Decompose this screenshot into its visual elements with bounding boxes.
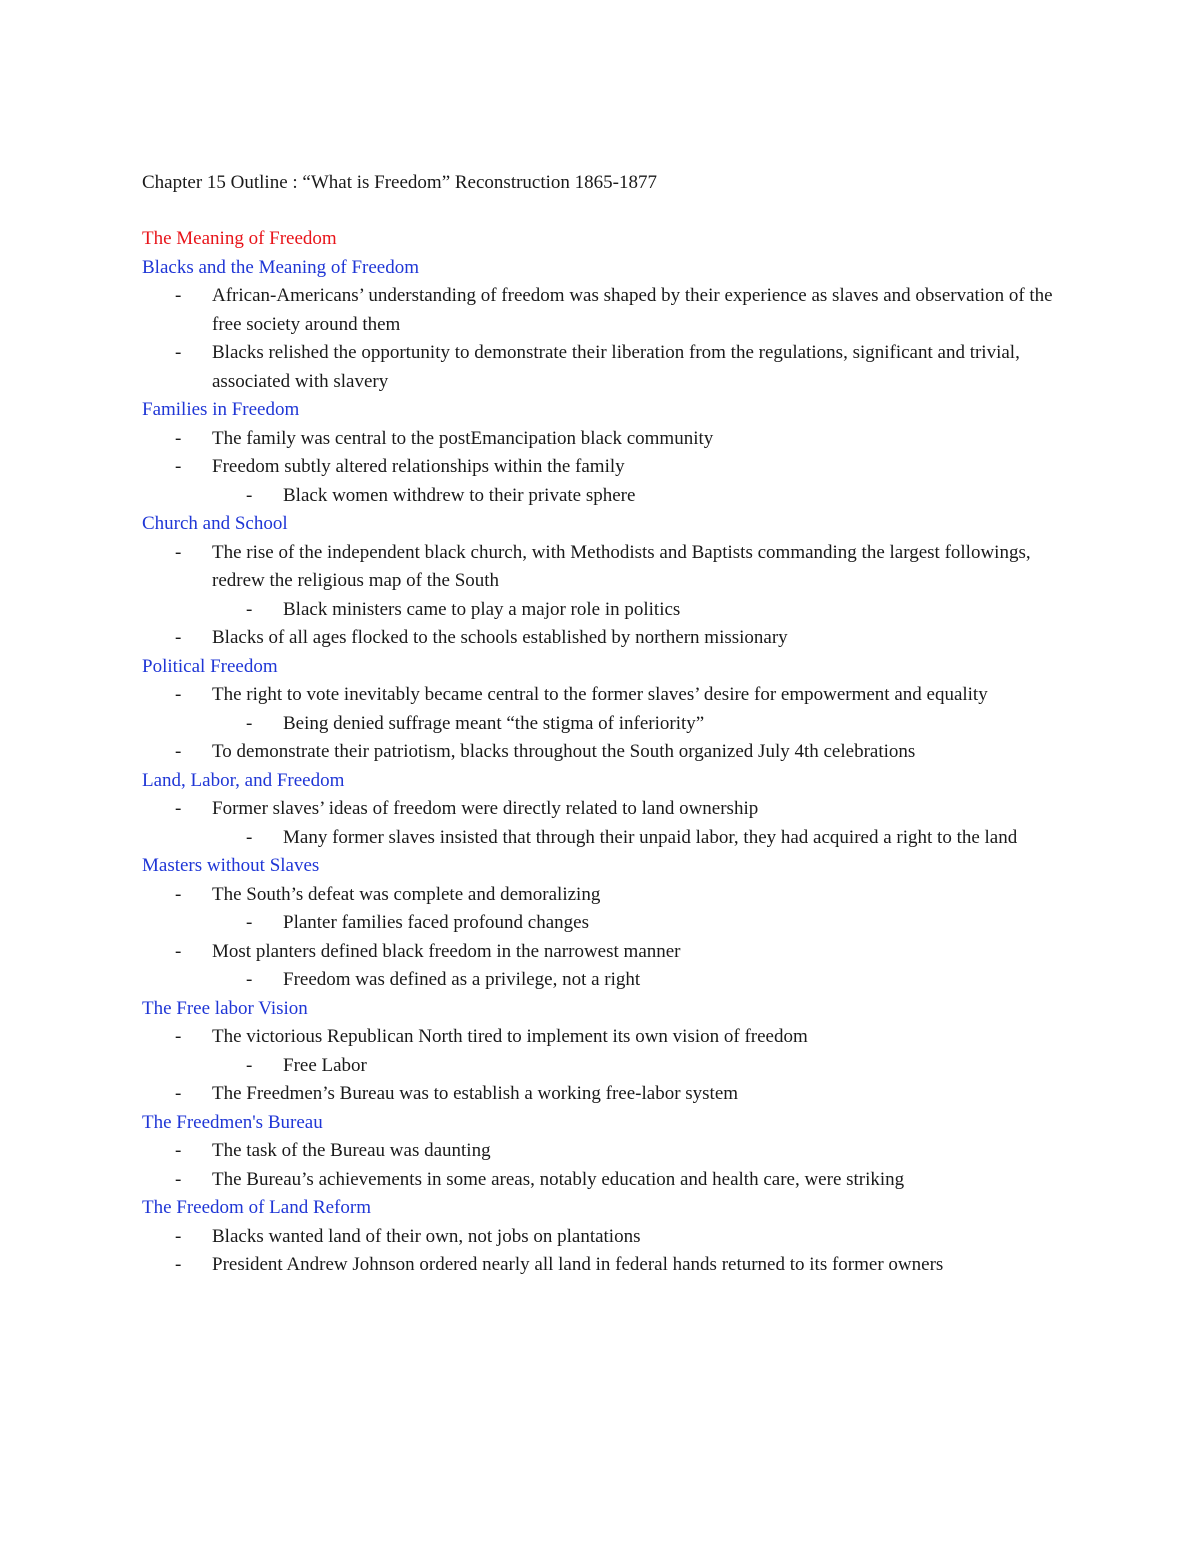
bullet-text: Being denied suffrage meant “the stigma of inferiority” — [283, 712, 705, 734]
bullet-dash: - — [246, 969, 253, 990]
bullet-text: The family was central to the postEmancipation black community — [212, 427, 714, 449]
bullet-text: African-Americans’ understanding of freedom was shaped by their experience as slaves and observation of the free society around them — [212, 285, 1053, 335]
bullet-item — [142, 453, 1062, 482]
bullet-dash: - — [175, 1026, 182, 1047]
bullet-dash: - — [246, 1054, 253, 1076]
bullet-item — [142, 282, 1062, 339]
bullet-item — [142, 681, 1062, 710]
bullet-text: The South’s defeat was complete and demoralizing — [212, 883, 601, 905]
section-heading: The Freedom of Land Reform — [142, 1197, 371, 1218]
bullet-text: Black women withdrew to their private sphere — [283, 484, 636, 506]
bullet-dash: - — [175, 1168, 182, 1190]
bullet-text: The victorious Republican North tired to implement its own vision of freedom — [212, 1026, 808, 1047]
sub-bullet-item — [142, 596, 1062, 625]
sub-bullet-item — [142, 710, 1062, 739]
bullet-dash: - — [175, 741, 182, 762]
sub-bullet-item — [142, 1052, 1062, 1081]
section-heading: The Freedmen's Bureau — [142, 1111, 323, 1133]
bullet-dash: - — [246, 826, 253, 848]
bullet-dash: - — [175, 1254, 182, 1275]
bullet-text: The Bureau’s achievements in some areas, notably education and health care, were striking — [212, 1168, 905, 1190]
bullet-item — [142, 881, 1062, 910]
bullet-dash: - — [175, 1083, 182, 1104]
sub-bullet-item — [142, 966, 1062, 995]
bullet-item — [142, 795, 1062, 824]
section-heading: Masters without Slaves — [142, 855, 320, 876]
bullet-text: To demonstrate their patriotism, blacks throughout the South organized July 4th celebrations — [212, 741, 916, 762]
bullet-item — [142, 624, 1062, 653]
bullet-dash: - — [175, 627, 182, 648]
outline-sections — [142, 254, 1062, 1280]
bullet-text: Black ministers came to play a major role in politics — [283, 598, 681, 620]
bullet-text: Blacks relished the opportunity to demonstrate their liberation from the regulations, significant and trivial, associated with slavery — [212, 342, 1020, 392]
bullet-item — [142, 1251, 1062, 1280]
bullet-item — [142, 1023, 1062, 1052]
bullet-item — [142, 539, 1062, 596]
bullet-text: Planter families faced profound changes — [283, 912, 589, 933]
bullet-text: The right to vote inevitably became central to the former slaves’ desire for empowerment and equality — [212, 684, 988, 705]
bullet-item — [142, 1137, 1062, 1166]
section-heading: Political Freedom — [142, 655, 278, 677]
section-heading: The Free labor Vision — [142, 997, 308, 1019]
bullet-text: The rise of the independent black church, with Methodists and Baptists commanding the largest followings, redrew the religious map of the South — [212, 541, 1031, 591]
bullet-text: The task of the Bureau was daunting — [212, 1140, 491, 1161]
bullet-text: Freedom subtly altered relationships within the family — [212, 456, 625, 477]
bullet-dash: - — [175, 798, 182, 819]
bullet-dash: - — [175, 541, 182, 563]
bullet-text: Blacks of all ages flocked to the schools established by northern missionary — [212, 627, 788, 648]
bullet-dash: - — [246, 598, 253, 620]
document-page — [142, 168, 1062, 1280]
bullet-item — [142, 1166, 1062, 1195]
bullet-text: Many former slaves insisted that through their unpaid labor, they had acquired a right to the land — [283, 826, 1018, 848]
bullet-text: The Freedmen’s Bureau was to establish a working free-labor system — [212, 1083, 739, 1104]
bullet-item — [142, 425, 1062, 454]
bullet-dash: - — [246, 912, 253, 933]
bullet-text: Freedom was defined as a privilege, not a right — [283, 969, 641, 990]
bullet-dash: - — [175, 427, 182, 449]
bullet-item — [142, 938, 1062, 967]
sub-bullet-item — [142, 482, 1062, 511]
bullet-dash: - — [246, 712, 253, 734]
bullet-text: Blacks wanted land of their own, not jobs on plantations — [212, 1225, 641, 1247]
bullet-item — [142, 1080, 1062, 1109]
bullet-text: President Andrew Johnson ordered nearly all land in federal hands returned to its former owners — [212, 1254, 944, 1275]
bullet-dash: - — [246, 484, 253, 506]
section-heading: Church and School — [142, 513, 288, 534]
bullet-text: Former slaves’ ideas of freedom were directly related to land ownership — [212, 798, 759, 819]
bullet-text: Free Labor — [283, 1054, 367, 1076]
sub-bullet-item — [142, 909, 1062, 938]
bullet-text: Most planters defined black freedom in the narrowest manner — [212, 940, 681, 962]
bullet-item — [142, 738, 1062, 767]
bullet-dash: - — [175, 1140, 182, 1161]
bullet-dash: - — [175, 456, 182, 477]
bullet-dash: - — [175, 342, 182, 363]
bullet-item — [142, 1223, 1062, 1252]
bullet-dash: - — [175, 285, 182, 306]
sub-bullet-item — [142, 824, 1062, 853]
section-heading: Land, Labor, and Freedom — [142, 769, 345, 791]
document-title: Chapter 15 Outline : “What is Freedom” Reconstruction 1865-1877 — [142, 172, 657, 193]
section-heading: Blacks and the Meaning of Freedom — [142, 256, 420, 278]
section-heading: Families in Freedom — [142, 399, 300, 420]
bullet-dash: - — [175, 940, 182, 962]
bullet-dash: - — [175, 1225, 182, 1247]
bullet-item — [142, 339, 1062, 396]
bullet-dash: - — [175, 684, 182, 705]
bullet-dash: - — [175, 883, 182, 905]
main-heading: The Meaning of Freedom — [142, 228, 337, 249]
